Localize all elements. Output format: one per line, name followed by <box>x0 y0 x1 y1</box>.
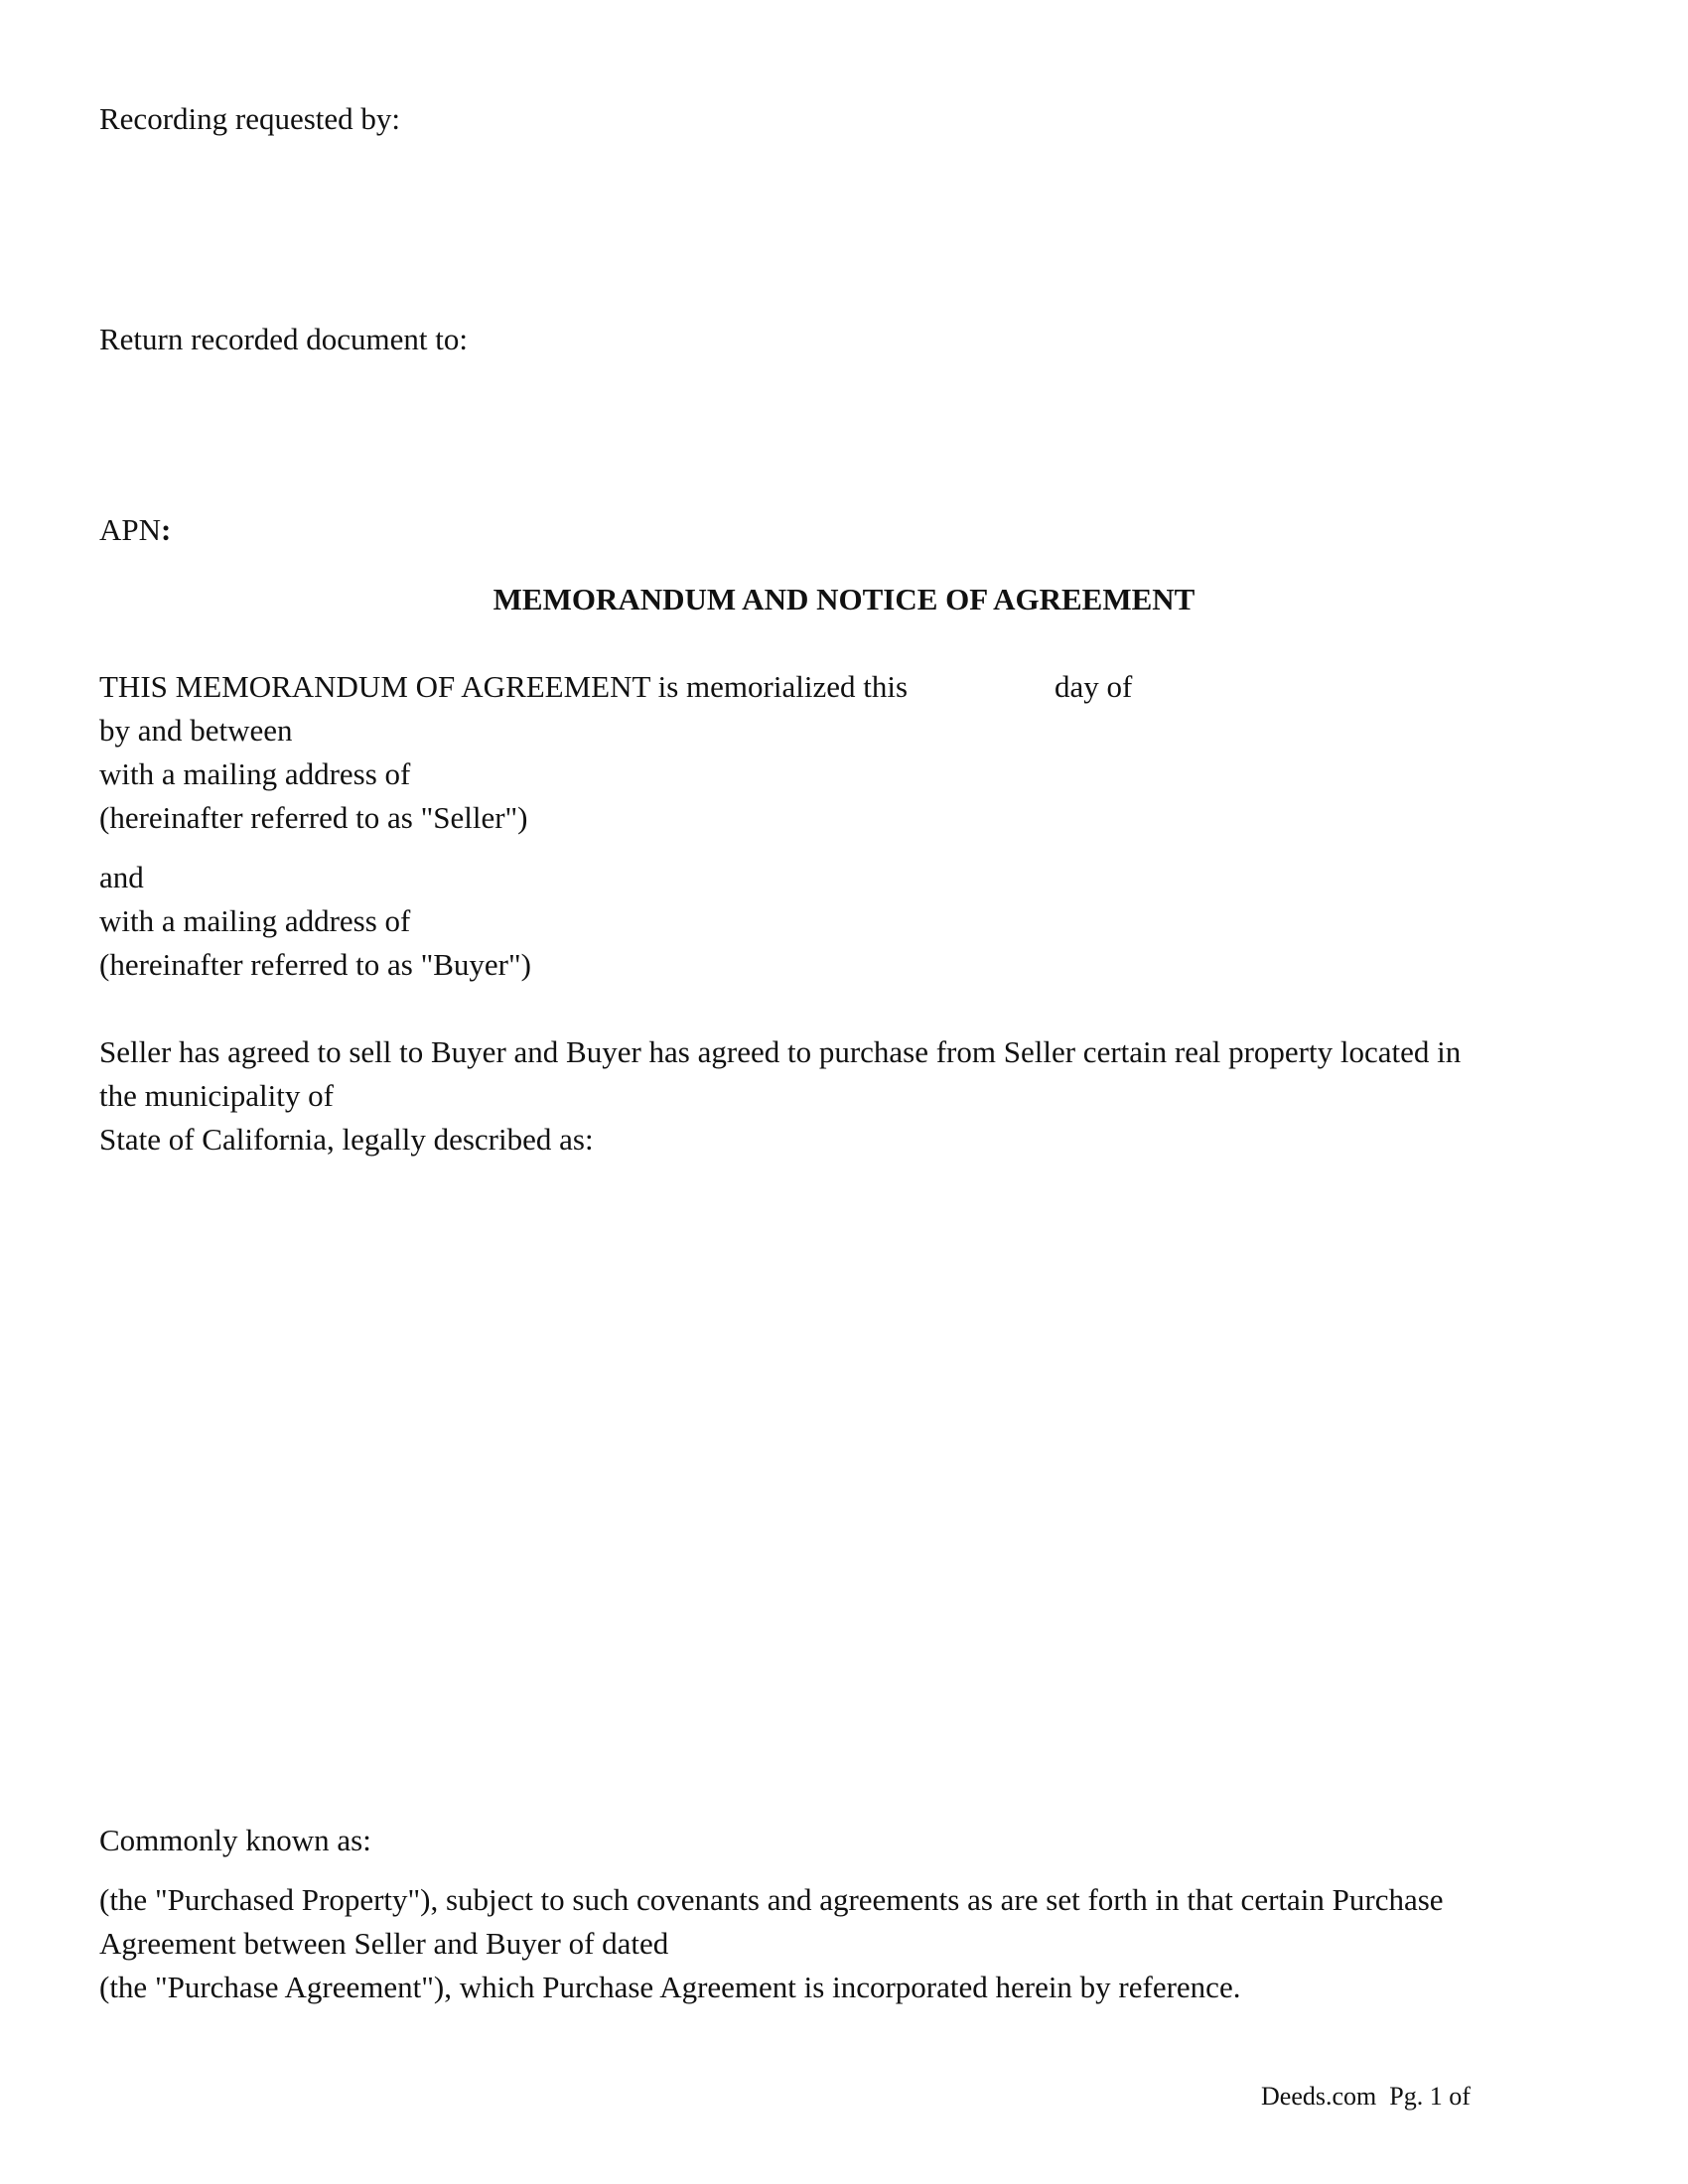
return-recorded-document-to: Return recorded document to: <box>99 322 469 356</box>
seller-reference: (hereinafter referred to as "Seller") <box>99 800 528 835</box>
purchase-line-3: (the "Purchase Agreement"), which Purchase Agreement is incorporated herein by reference. <box>99 1970 1241 2004</box>
commonly-known-as: Commonly known as: <box>99 1823 371 1857</box>
apn-line <box>99 508 171 552</box>
property-line-3: State of California, legally described as: <box>99 1122 594 1157</box>
page-footer <box>1261 2079 1471 2115</box>
document-title: MEMORANDUM AND NOTICE OF AGREEMENT <box>492 582 1196 616</box>
intro-by-and-between: by and between <box>99 713 293 748</box>
apn-label: APN <box>99 512 162 547</box>
intro-and: and <box>99 860 144 894</box>
intro-day-of: day of <box>1055 669 1133 704</box>
seller-mailing-address: with a mailing address of <box>99 756 411 791</box>
intro-line-memorialized: THIS MEMORANDUM OF AGREEMENT is memorialized this <box>99 669 909 704</box>
property-paragraph <box>99 1030 1589 1161</box>
property-line-2: the municipality of <box>99 1078 334 1113</box>
buyer-reference: (hereinafter referred to as "Buyer") <box>99 947 531 982</box>
buyer-mailing-address: with a mailing address of <box>99 903 411 938</box>
purchase-paragraph <box>99 1878 1589 2009</box>
apn-colon: : <box>161 512 172 547</box>
purchase-line-1: (the "Purchased Property"), subject to such covenants and agreements as are set forth in that certain Purchase <box>99 1882 1444 1917</box>
footer-site: Deeds.com <box>1261 2082 1377 2111</box>
purchase-line-2: Agreement between Seller and Buyer of dated <box>99 1926 669 1961</box>
footer-page-number: Pg. 1 of <box>1389 2082 1471 2111</box>
recording-requested-by: Recording requested by: <box>99 101 401 136</box>
property-line-1: Seller has agreed to sell to Buyer and Buyer has agreed to purchase from Seller certain real property located in <box>99 1034 1462 1069</box>
